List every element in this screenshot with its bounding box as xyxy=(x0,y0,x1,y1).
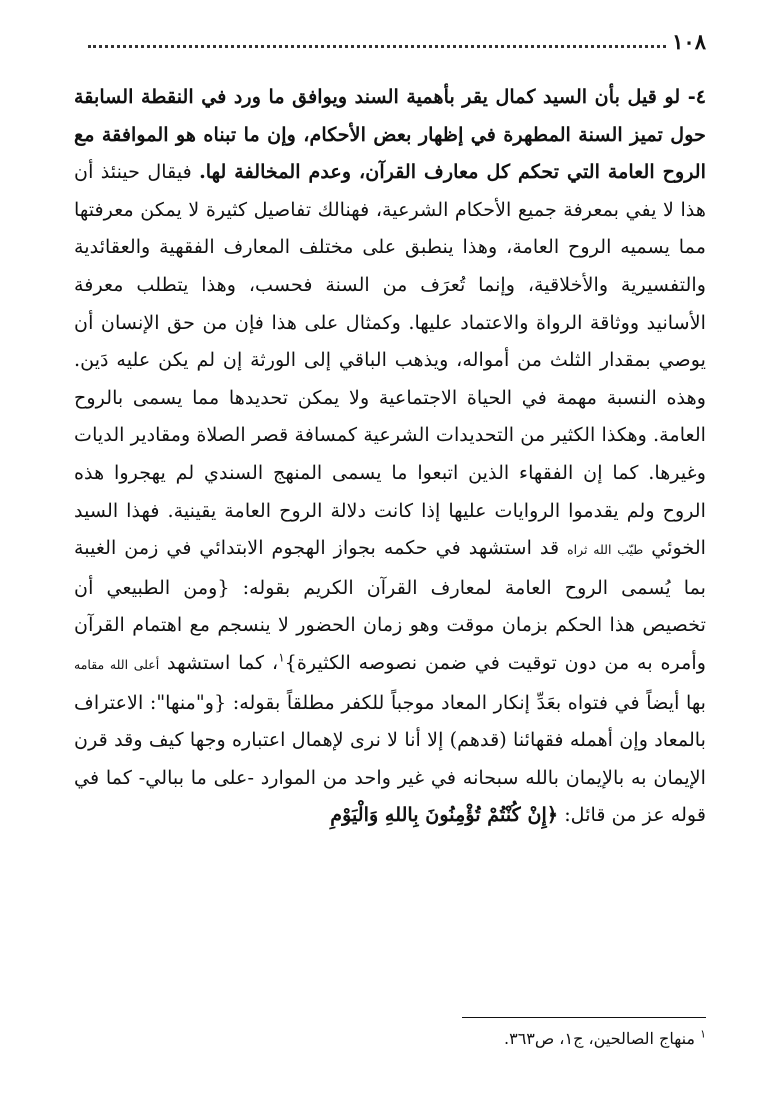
page-number: ١٠٨ xyxy=(672,28,706,54)
honorific-2: أعلى الله مقامه xyxy=(74,656,160,672)
body-text xyxy=(74,78,706,834)
footnote-divider xyxy=(462,1017,706,1018)
honorific: طيّب الله ثراه xyxy=(567,542,644,558)
paragraph-text-cont2: ، كما استشهد xyxy=(159,650,279,674)
footnote-reference[interactable]: ١ xyxy=(278,650,285,665)
footnote xyxy=(74,1026,706,1052)
page-header xyxy=(88,26,706,56)
paragraph-text-cont: قد استشهد في حكمه بجواز الهجوم الابتدائي في زمن الغيبة بما يُسمى الروح العامة لمعارف القرآن الكريم بقوله: {ومن الطبيعي أن تخصيص هذا الحكم بزمان موقت وهو زمان الحضور لا ينسجم مع اهتمام القرآن وأمره به من دون توقيت في ضمن نصوصه الكثيرة} xyxy=(74,536,707,674)
header-dotted-rule xyxy=(88,45,666,48)
footnote-mark: ١ xyxy=(700,1027,706,1041)
paragraph-lead: ٤- لو قيل بأن السيد كمال يقر بأهمية السند ويوافق ما ورد في النقطة السابقة حول تميز السنة المطهرة في إظهار بعض الأحكام، وإن ما تبناه هو الموافقة مع الروح العامة التي تحكم كل معارف القرآن، وعدم المخالفة لها. xyxy=(74,85,706,184)
paragraph-text-cont3: بها أيضاً في فتواه بعَدِّ إنكار المعاد موجباً للكفر مطلقاً بقوله: {و"منها": الاعتراف بالمعاد وإن أهمله فقهائنا (قدهم) إلا أنا لا نرى لإهمال اعتباره وجها كيف وقد قرن الإيمان به بالإيمان بالله سبحانه في غير واحد من الموارد -على ما ببالي- كما في قوله عز من قائل: xyxy=(74,690,706,827)
paragraph xyxy=(74,78,706,834)
paragraph-text: فيقال حينئذ أن هذا لا يفي بمعرفة جميع الأحكام الشرعية، فهنالك تفاصيل كثيرة لا يمكن معرفتها مما يسميه الروح العامة، وهذا ينطبق على مختلف المعارف الفقهية والعقائدية والتفسيرية والأخلاقية، وإنما تُعرَف من السنة فحسب، وهذا يتطلب معرفة الأسانيد ووثاقة الرواة والاعتماد عليها. وكمثال على هذا فإن من حق الإنسان أن يوصي بمقدار الثلث من أمواله، ويذهب الباقي إلى الورثة إن لم يكن عليه دَين. وهذه النسبة مهمة في الحياة الاجتماعية ولا يمكن تحديدها مما يسمى بالروح العامة. وهكذا الكثير من التحديدات الشرعية كمسافة قصر الصلاة ومقادير الديات وغيرها. كما إن الفقهاء الذين اتبعوا ما يسمى المنهج السندي لم يهجروا هذه الروح ولم يقدموا الروايات عليها إذا كانت دلالة الروح العامة يقينية. فهذا السيد الخوئي xyxy=(74,160,706,560)
footnote-text: منهاج الصالحين، ج١، ص٣٦٣. xyxy=(504,1029,701,1048)
quran-verse: ﴿إِنْ كُنْتُمْ تُؤْمِنُونَ بِاللهِ وَالْيَوْمِ xyxy=(330,803,559,827)
